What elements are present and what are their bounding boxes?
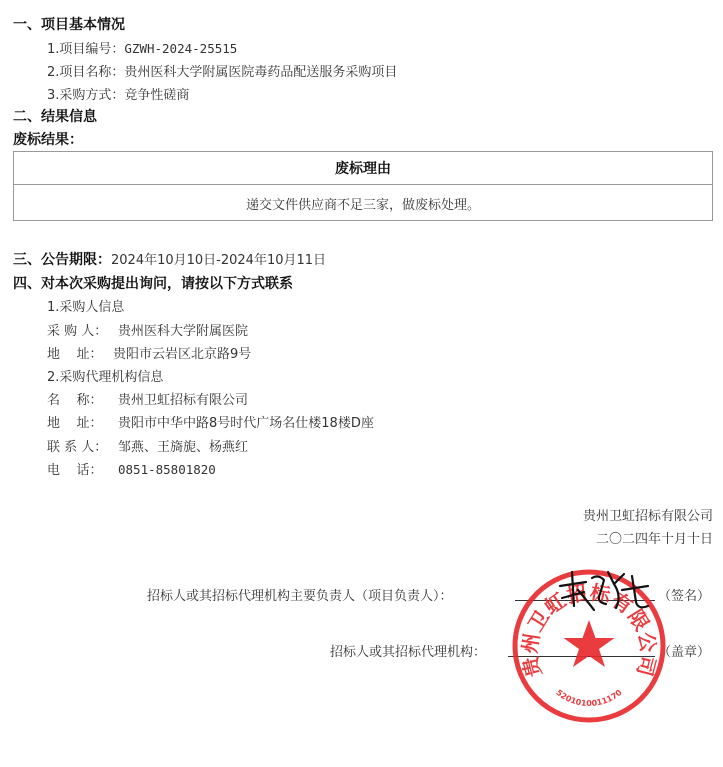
signature-label: 招标人或其招标代理机构主要负责人（项目负责人）： [147, 589, 453, 604]
agency-address-label: 地 址： [47, 416, 103, 431]
seal-star [564, 620, 615, 667]
purchaser-name-label: 采 购 人： [47, 324, 108, 339]
agency-address-value: 贵阳市中华中路8号时代广场名仕楼18楼D座 [118, 416, 374, 431]
seal-company-text: 贵州卫虹招标有限公司 [517, 580, 661, 680]
section-1-heading: 一、项目基本情况 [13, 17, 125, 33]
agency-contact-row [47, 436, 248, 455]
purchaser-name-value: 贵州医科大学附属医院 [118, 324, 249, 339]
agency-name-value: 贵州卫虹招标有限公司 [118, 393, 249, 408]
agency-address-row [47, 412, 374, 431]
project-name-label: 2.项目名称： [47, 65, 125, 80]
stamp-label: 招标人或其招标代理机构： [330, 645, 487, 660]
footer-company: 贵州卫虹招标有限公司 [582, 509, 713, 524]
project-number-value: GZWH-2024-25515 [124, 41, 238, 56]
procurement-method-value: 竞争性磋商 [124, 88, 190, 103]
section-3-heading: 三、公告期限： [13, 252, 111, 268]
failed-bid-result-label: 废标结果： [13, 132, 83, 148]
purchaser-address-label: 地 址： [47, 347, 103, 362]
agency-phone-value: 0851-85801820 [118, 462, 216, 477]
project-name-value: 贵州医科大学附属医院毒药品配送服务采购项目 [124, 65, 398, 80]
project-number-row [47, 38, 237, 57]
agency-phone-label: 电 话： [47, 463, 103, 478]
stamp-suffix: （盖章） [658, 645, 711, 660]
procurement-method-row [47, 84, 189, 103]
purchaser-address-row [47, 343, 251, 362]
agency-name-label: 名 称： [47, 393, 103, 408]
purchaser-address-value: 贵阳市云岩区北京路9号 [113, 347, 252, 362]
agency-info-title: 2.采购代理机构信息 [47, 370, 164, 385]
project-number-label: 1.项目编号： [47, 42, 125, 57]
failed-bid-table-cell: 递交文件供应商不足三家，做废标处理。 [245, 198, 480, 213]
section-2-heading: 二、结果信息 [13, 109, 97, 125]
purchaser-name-row [47, 320, 248, 339]
footer-date: 二〇二四年十月十日 [595, 532, 713, 547]
announcement-period-value: 2024年10月10日-2024年10月11日 [111, 253, 327, 268]
agency-phone-row [47, 459, 216, 478]
failed-bid-table-header: 废标理由 [14, 152, 712, 185]
seal-code: 5201010011170 [554, 687, 624, 708]
signature-suffix: （签名） [658, 589, 711, 604]
agency-contact-label: 联 系 人： [47, 440, 108, 455]
project-name-row [47, 61, 397, 80]
section-4-heading: 四、对本次采购提出询问，请按以下方式联系 [13, 276, 293, 292]
purchaser-info-title: 1.采购人信息 [47, 300, 125, 315]
agency-contact-value: 邹燕、王旖旎、杨燕红 [118, 440, 249, 455]
announcement-period-row [13, 249, 326, 269]
failed-bid-table [13, 151, 713, 221]
handwritten-signature [552, 562, 657, 618]
agency-name-row [47, 389, 248, 408]
svg-text:5201010011170 [554, 688, 623, 708]
procurement-method-label: 3.采购方式： [47, 88, 125, 103]
